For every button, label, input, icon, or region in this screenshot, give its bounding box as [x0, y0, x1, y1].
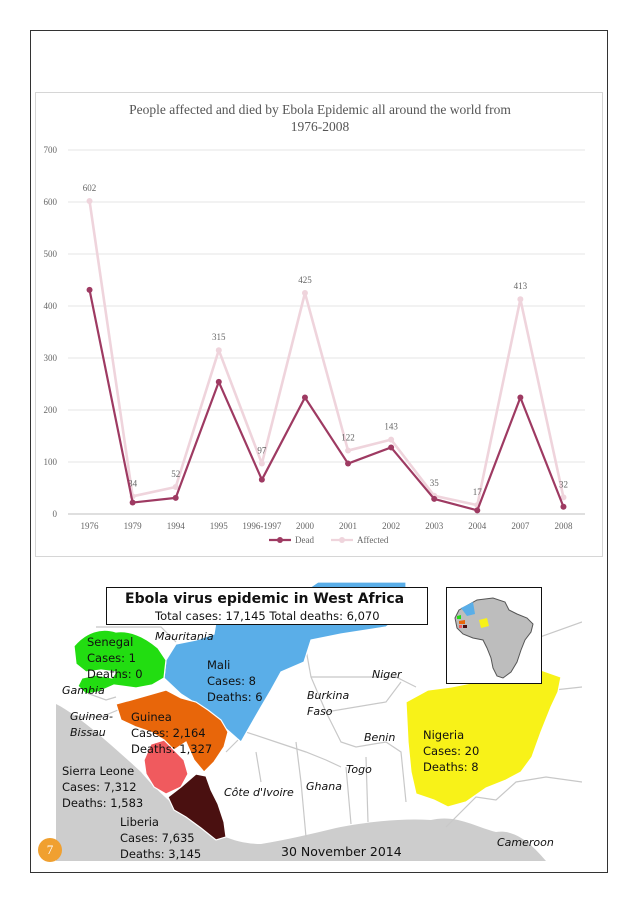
guinea-bissau-line-2: Bissau [70, 726, 106, 739]
data-point-dead [431, 496, 437, 502]
nigeria-deaths: Deaths: 8 [423, 760, 479, 774]
mauritania-label: Mauritania [155, 630, 214, 643]
data-label: 413 [513, 281, 528, 292]
data-point-dead [517, 395, 523, 401]
liberia-label [120, 814, 201, 861]
africa-inset-map [446, 587, 542, 684]
sierra-leone-deaths: Deaths: 1,583 [62, 796, 144, 810]
x-tick-label: 1979 [123, 521, 142, 531]
line-chart [35, 92, 603, 557]
data-label: 315 [212, 332, 226, 343]
y-tick-label: 100 [43, 457, 57, 467]
sierra-leone-label [62, 763, 143, 811]
legend-label: Dead [295, 535, 314, 545]
gambia-label: Gambia [62, 684, 105, 697]
liberia-name: Liberia [120, 815, 159, 829]
y-tick-label: 200 [43, 405, 57, 415]
senegal-cases: Cases: 1 [87, 651, 136, 665]
data-point-dead [560, 504, 566, 510]
data-label: 97 [257, 445, 267, 456]
data-point-affected [388, 437, 394, 443]
data-label: 35 [429, 477, 439, 488]
x-tick-label: 1996-1997 [242, 521, 282, 531]
sierra-leone-name: Sierra Leone [62, 764, 135, 778]
legend-label: Affected [357, 535, 389, 545]
mali-label [207, 657, 263, 705]
legend-marker-affected [339, 537, 345, 543]
page-number-badge: 7 [38, 838, 62, 862]
x-tick-label: 2008 [554, 521, 573, 531]
guinea-name: Guinea [131, 710, 172, 724]
data-point-dead [345, 461, 351, 467]
data-label: 32 [558, 479, 568, 490]
y-tick-label: 300 [43, 353, 57, 363]
data-point-dead [302, 395, 308, 401]
niger-label: Niger [372, 668, 402, 681]
data-label: 425 [298, 275, 312, 285]
inset-sierra-leone [459, 625, 462, 628]
x-tick-label: 2001 [339, 521, 358, 531]
ghana-label: Ghana [306, 780, 342, 793]
data-label: 52 [171, 468, 181, 479]
senegal-name: Senegal [87, 635, 134, 649]
series-line-affected [90, 201, 564, 505]
africa-inset-graphic [447, 588, 542, 684]
data-point-affected [216, 347, 222, 353]
y-tick-label: 600 [43, 197, 57, 207]
x-tick-label: 1976 [80, 521, 99, 531]
series-line-dead [90, 290, 564, 510]
data-point-affected [302, 290, 308, 296]
cote-divoire-label: Côte d'Ivoire [224, 786, 294, 799]
data-point-dead [474, 507, 480, 513]
guinea-label [131, 709, 212, 757]
liberia-cases: Cases: 7,635 [120, 831, 195, 845]
togo-label: Togo [346, 763, 372, 776]
data-point-affected [345, 448, 351, 454]
cameroon-label: Cameroon [497, 836, 554, 849]
inset-liberia [463, 625, 467, 628]
sierra-leone-cases: Cases: 7,312 [62, 780, 137, 794]
benin-label: Benin [364, 731, 396, 744]
data-point-dead [216, 379, 222, 385]
data-label: 602 [82, 182, 97, 193]
mali-cases: Cases: 8 [207, 674, 256, 688]
data-point-affected [259, 461, 265, 467]
data-point-dead [388, 444, 394, 450]
y-tick-label: 500 [43, 249, 57, 259]
chart-title-line-1: People affected and died by Ebola Epidemic all around the world from [129, 102, 511, 117]
map-date: 30 November 2014 [281, 844, 402, 859]
nigeria-cases: Cases: 20 [423, 744, 480, 758]
data-point-affected [173, 484, 179, 490]
nigeria-label [423, 727, 479, 775]
data-point-dead [259, 477, 265, 483]
x-tick-label: 2002 [382, 521, 401, 531]
y-tick-label: 0 [52, 509, 57, 519]
mali-name: Mali [207, 658, 231, 672]
liberia-deaths: Deaths: 3,145 [120, 847, 202, 861]
map-title: Ebola virus epidemic in West Africa [125, 591, 405, 607]
data-point-dead [87, 287, 93, 293]
burkina-line-1: Burkina [307, 689, 350, 702]
legend-marker-dead [277, 537, 283, 543]
data-label: 17 [472, 487, 482, 498]
x-tick-label: 2004 [468, 521, 487, 531]
burkina-faso-label [307, 688, 349, 720]
nigeria-name: Nigeria [423, 728, 465, 742]
x-tick-label: 2000 [295, 521, 314, 531]
chart-plot [36, 93, 604, 558]
y-tick-label: 400 [43, 301, 57, 311]
mali-deaths: Deaths: 6 [207, 690, 263, 704]
guinea-deaths: Deaths: 1,327 [131, 742, 213, 756]
map-subtitle: Total cases: 17,145 Total deaths: 6,070 [155, 609, 380, 623]
data-point-dead [130, 500, 136, 506]
guinea-cases: Cases: 2,164 [131, 726, 206, 740]
chart-title-line-2: 1976-2008 [290, 119, 350, 134]
data-point-affected [517, 296, 523, 302]
data-point-affected [87, 198, 93, 204]
senegal-deaths: Deaths: 0 [87, 667, 143, 681]
data-point-dead [173, 495, 179, 501]
burkina-line-2: Faso [307, 705, 333, 718]
data-label: 34 [128, 478, 138, 489]
guinea-bissau-line-1: Guinea- [70, 710, 114, 723]
data-label: 143 [384, 421, 398, 432]
ebola-map [56, 582, 582, 861]
data-label: 122 [341, 432, 355, 443]
y-tick-label: 700 [43, 145, 57, 155]
x-tick-label: 2007 [511, 521, 530, 531]
x-tick-label: 1995 [209, 521, 228, 531]
x-tick-label: 1994 [166, 521, 185, 531]
map-title-box [106, 587, 428, 625]
senegal-label [87, 634, 143, 682]
x-tick-label: 2003 [425, 521, 444, 531]
guinea-bissau-label [70, 709, 113, 741]
